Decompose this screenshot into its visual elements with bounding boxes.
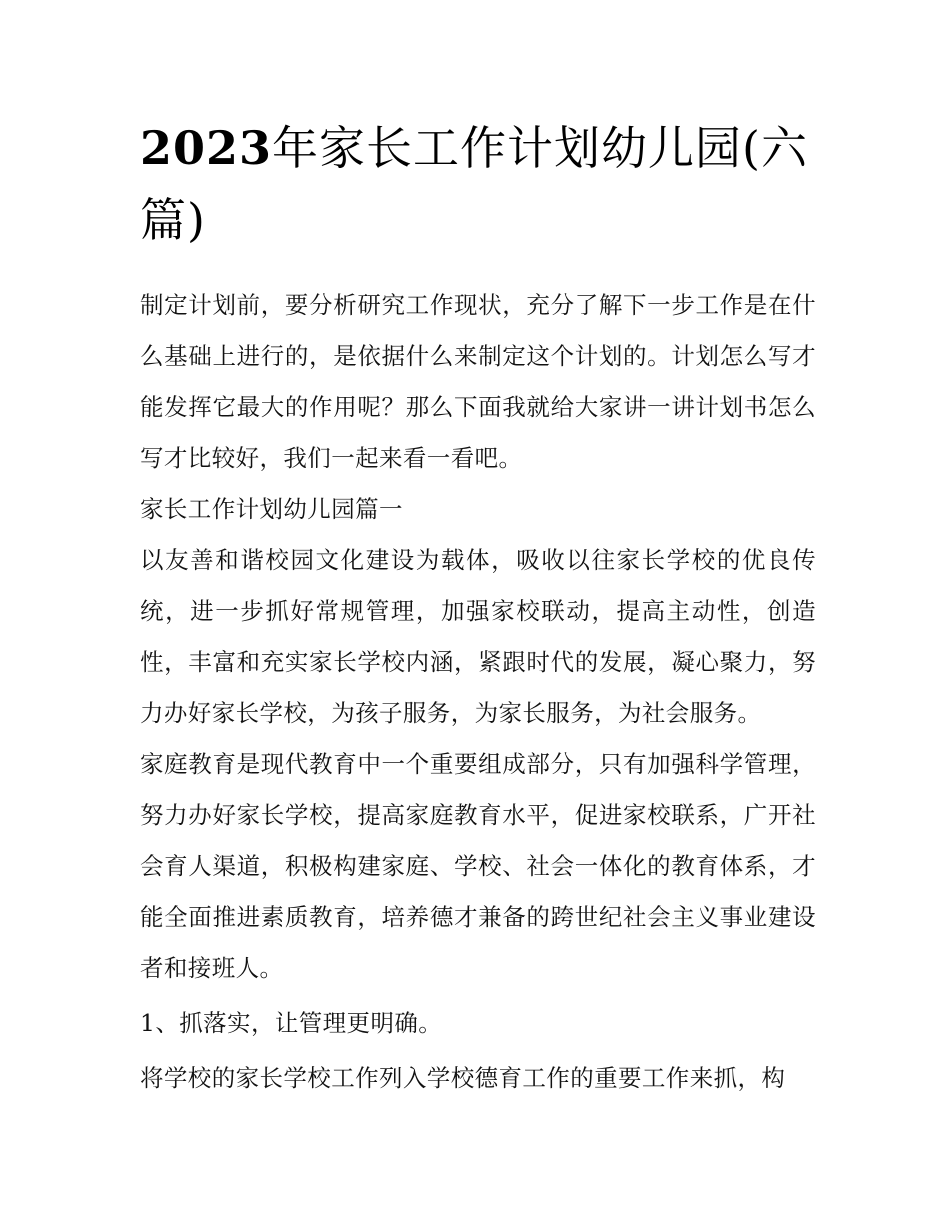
section-heading: 家长工作计划幼儿园篇一 <box>140 495 403 523</box>
body-paragraph: 家庭教育是现代教育中一个重要组成部分，只有加强科学管理，努力办好家长学校，提高家庭教育水平，促进家校联系，广开社会育人渠道，积极构建家庭、学校、社会一体化的教育体系，才能全面推进素质教育，培养德才兼备的跨世纪社会主义事业建设者和接班人。 <box>140 750 816 982</box>
document-body <box>140 280 816 1104</box>
body-paragraph: 将学校的家长学校工作列入学校德育工作的重要工作来抓，构 <box>140 1064 786 1092</box>
body-paragraph: 以友善和谐校园文化建设为载体，吸收以往家长学校的优良传统，进一步抓好常规管理，加强家校联动，提高主动性，创造性，丰富和充实家长学校内涵，紧跟时代的发展，凝心聚力，努力办好家长学校，为孩子服务，为家长服务，为社会服务。 <box>140 546 816 727</box>
title-year: 2023 <box>140 121 273 175</box>
document-title <box>140 112 820 256</box>
title-text: 年家长工作计划幼儿园(六篇) <box>140 121 808 247</box>
intro-paragraph: 制定计划前，要分析研究工作现状，充分了解下一步工作是在什么基础上进行的，是依据什么来制定这个计划的。计划怎么写才能发挥它最大的作用呢？那么下面我就给大家讲一讲计划书怎么写才比较好，我们一起来看一看吧。 <box>140 291 816 472</box>
numbered-item-heading: 1、抓落实，让管理更明确。 <box>140 1009 443 1037</box>
